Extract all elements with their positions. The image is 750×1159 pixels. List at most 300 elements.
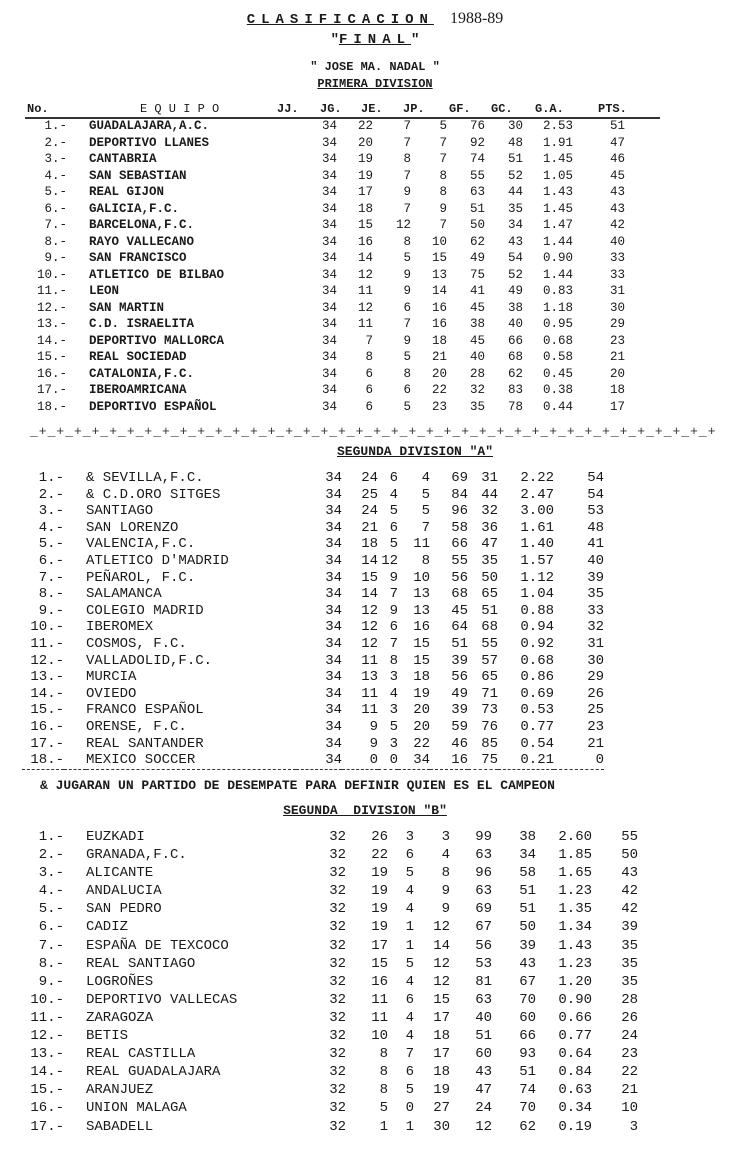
spacer [64, 991, 86, 1009]
section-separator: _+_+_+_+_+_+_+_+_+_+_+_+_+_+_+_+_+_+_+_+_+_+_+_+_+_+_+_+_+_+_+_+_+_+_+_+_+_+_+ [30, 424, 717, 439]
stat-jg: 16 [357, 234, 373, 249]
stat-ga: 0.54 [520, 735, 554, 752]
team-name: ANDALUCIA [86, 883, 162, 900]
team-name: BETIS [86, 1028, 129, 1045]
team-name: IBEROMEX [86, 619, 154, 636]
spacer [64, 736, 86, 753]
stat-je: 4 [389, 685, 398, 702]
team-name: LOGROÑES [86, 973, 154, 990]
position: 5.- [44, 185, 67, 199]
stat-pts: 17 [609, 399, 625, 414]
stat-gc: 54 [507, 251, 523, 265]
stat-gf: 12 [475, 1118, 492, 1135]
team-name: SAN PEDRO [86, 901, 162, 918]
stat-jg: 22 [371, 847, 388, 864]
position: 4.- [44, 168, 67, 183]
stat-jj: 32 [329, 973, 346, 990]
stat-jj: 34 [325, 503, 342, 520]
position: 15.- [30, 702, 64, 719]
stat-gf: 40 [475, 1009, 492, 1026]
primera-division-title: PRIMERA DIVISION [317, 77, 433, 91]
position: 14.- [36, 333, 67, 348]
stat-pts: 23 [621, 1046, 638, 1063]
stat-jj: 34 [325, 536, 342, 553]
position: 10.- [30, 991, 64, 1008]
spacer [64, 973, 86, 991]
spacer [67, 349, 89, 366]
stat-jg: 22 [357, 119, 373, 133]
position: 6.- [38, 552, 64, 569]
stat-jg: 7 [365, 333, 373, 348]
stat-jg: 9 [369, 718, 378, 735]
stat-jp: 12 [433, 919, 450, 936]
stat-jp: 9 [441, 901, 450, 918]
stat-jj: 32 [329, 1100, 346, 1117]
stat-gc: 36 [481, 519, 498, 536]
stat-gc: 51 [481, 602, 498, 619]
stat-ga: 2.22 [520, 470, 554, 486]
table-row [25, 349, 625, 366]
stat-gc: 68 [481, 619, 498, 636]
spacer [67, 151, 89, 168]
stat-jj: 34 [321, 267, 337, 282]
position: 17.- [30, 1118, 64, 1135]
stat-ga: 0.95 [542, 317, 573, 331]
position: 9.- [38, 602, 64, 619]
stat-je: 7 [403, 119, 411, 133]
stat-pts: 23 [587, 718, 604, 735]
stat-jp: 8 [421, 552, 430, 569]
spacer [67, 366, 89, 383]
stat-ga: 1.05 [542, 168, 573, 183]
spacer [64, 586, 86, 603]
position: 3.- [38, 503, 64, 520]
table-row [22, 882, 638, 900]
stat-jj: 32 [329, 1046, 346, 1063]
stat-jj: 34 [325, 569, 342, 586]
stat-ga: 1.45 [542, 201, 573, 216]
stat-gf: 47 [475, 1082, 492, 1099]
stat-je: 5 [403, 350, 411, 364]
stat-ga: 0.58 [542, 350, 573, 364]
stat-pts: 54 [587, 470, 604, 486]
stat-pts: 40 [587, 552, 604, 569]
stat-gf: 99 [475, 829, 492, 845]
column-header-row [25, 101, 660, 119]
spacer [64, 955, 86, 973]
table-row [25, 382, 625, 399]
team-name: REAL SANTANDER [86, 735, 204, 752]
stat-jp: 30 [433, 1118, 450, 1135]
stat-gc: 62 [507, 366, 523, 381]
document-subtitle: "FINAL" [330, 32, 420, 48]
spacer [67, 217, 89, 234]
stat-ga: 1.40 [520, 536, 554, 553]
position: 5.- [38, 536, 64, 553]
table-row [22, 603, 604, 620]
spacer [67, 135, 89, 152]
table-row [25, 300, 625, 317]
position: 11.- [36, 284, 67, 298]
stat-gc: 31 [481, 470, 498, 486]
table-row [22, 864, 638, 882]
position: 16.- [36, 366, 67, 381]
stat-je: 12 [381, 552, 398, 569]
stat-jj: 32 [329, 919, 346, 936]
stat-jg: 25 [361, 486, 378, 503]
stat-ga: 2.60 [558, 829, 592, 845]
table-row [22, 973, 638, 991]
position: 7.- [38, 569, 64, 586]
table-row [22, 918, 638, 936]
col-pts: PTS. [598, 102, 627, 116]
position: 1.- [38, 470, 64, 486]
segunda-b-table [22, 828, 638, 1136]
stat-jg: 5 [379, 1100, 388, 1117]
stat-jj: 34 [321, 234, 337, 249]
stat-gc: 43 [507, 234, 523, 249]
stat-gf: 63 [475, 883, 492, 900]
stat-jg: 12 [357, 267, 373, 282]
stat-jp: 5 [421, 486, 430, 503]
team-name: MEXICO SOCCER [86, 752, 296, 769]
col-ga: G.A. [535, 102, 564, 116]
stat-jp: 7 [439, 152, 447, 166]
table-row [22, 702, 604, 719]
stat-ga: 0.92 [520, 635, 554, 652]
stat-gc: 66 [519, 1028, 536, 1045]
spacer [64, 520, 86, 537]
stat-jg: 8 [379, 1082, 388, 1099]
position: 10.- [30, 619, 64, 636]
stat-je: 9 [403, 267, 411, 282]
spacer [64, 702, 86, 719]
position: 7.- [38, 937, 64, 954]
stat-jj: 34 [325, 652, 342, 669]
stat-pts: 18 [609, 383, 625, 397]
stat-jp: 5 [439, 119, 447, 133]
stat-gf: 81 [475, 973, 492, 990]
table-row [25, 250, 625, 267]
position: 2.- [44, 135, 67, 150]
stat-jg: 11 [361, 685, 378, 702]
team-name: REAL CASTILLA [86, 1046, 196, 1063]
stat-jp: 17 [433, 1046, 450, 1063]
stat-gc: 57 [481, 652, 498, 669]
spacer [64, 603, 86, 620]
stat-pts: 43 [609, 201, 625, 216]
team-name: VALENCIA,F.C. [86, 536, 196, 553]
stat-ga: 0.94 [520, 619, 554, 636]
stat-jg: 18 [361, 536, 378, 553]
spacer [64, 1081, 86, 1099]
table-row [22, 553, 604, 570]
table-row [22, 636, 604, 653]
stat-jp: 14 [431, 284, 447, 298]
stat-je: 5 [405, 865, 414, 882]
stat-ga: 0.64 [558, 1046, 592, 1063]
stat-jj: 32 [329, 991, 346, 1008]
stat-jg: 1 [379, 1118, 388, 1135]
stat-ga: 1.91 [542, 135, 573, 150]
stat-ga: 0.68 [542, 333, 573, 348]
stat-ga: 0.63 [558, 1082, 592, 1099]
stat-je: 7 [403, 317, 411, 331]
stat-gf: 16 [430, 752, 468, 769]
stat-jj: 34 [321, 152, 337, 166]
stat-jp: 21 [431, 350, 447, 364]
subtitle-text: FINAL [338, 32, 411, 48]
stat-pts: 31 [609, 284, 625, 298]
team-name: ORENSE, F.C. [86, 718, 187, 735]
stat-jj: 34 [325, 552, 342, 569]
stat-jg: 6 [365, 399, 373, 414]
team-name: CATALONIA,F.C. [89, 366, 195, 381]
stat-je: 7 [389, 586, 398, 603]
stat-gf: 49 [469, 251, 485, 265]
stat-gc: 65 [481, 586, 498, 603]
table-row [22, 520, 604, 537]
stat-gc: 47 [481, 536, 498, 553]
spacer [64, 619, 86, 636]
stat-jg: 15 [357, 218, 373, 232]
stat-jp: 7 [439, 135, 447, 150]
stat-je: 6 [389, 470, 398, 486]
stat-gc: 51 [519, 901, 536, 918]
team-name: SAN MARTIN [89, 300, 165, 315]
table-row [22, 536, 604, 553]
stat-gc: 51 [519, 1064, 536, 1081]
stat-jp: 9 [439, 201, 447, 216]
stat-jg: 18 [357, 201, 373, 216]
title-text: CLASIFICACION [246, 12, 434, 28]
position: 9.- [38, 973, 64, 990]
stat-jj: 34 [325, 685, 342, 702]
spacer [67, 234, 89, 251]
stat-jj: 34 [325, 718, 342, 735]
stat-gc: 35 [481, 552, 498, 569]
team-name: COLEGIO MADRID [86, 602, 204, 619]
stat-ga: 0.44 [542, 399, 573, 414]
stat-gc: 55 [481, 635, 498, 652]
stat-gf: 24 [475, 1100, 492, 1117]
stat-je: 6 [405, 847, 414, 864]
stat-gc: 38 [507, 300, 523, 315]
stat-gc: 40 [507, 317, 523, 331]
stat-ga: 0.69 [520, 685, 554, 702]
team-name: & C.D.ORO SITGES [86, 486, 221, 503]
spacer [67, 118, 89, 135]
stat-jj: 34 [325, 519, 342, 536]
stat-ga: 1.34 [558, 919, 592, 936]
stat-ga: 0.21 [498, 752, 554, 769]
stat-ga: 0.45 [542, 366, 573, 381]
team-name: C.D. ISRAELITA [89, 317, 195, 331]
stat-pts: 31 [587, 635, 604, 652]
stat-jp: 17 [433, 1009, 450, 1026]
position: 11.- [30, 1009, 64, 1026]
stat-gf: 62 [469, 234, 485, 249]
table-row [25, 168, 625, 185]
stat-je: 4 [405, 883, 414, 900]
stat-je: 1 [405, 919, 414, 936]
stat-jp: 20 [413, 718, 430, 735]
stat-pts: 35 [621, 955, 638, 972]
spacer [64, 669, 86, 686]
stat-jj: 34 [325, 486, 342, 503]
stat-pts: 51 [609, 119, 625, 133]
stat-jg: 19 [371, 901, 388, 918]
stat-jg: 0 [342, 752, 378, 769]
stat-je: 5 [405, 955, 414, 972]
stat-gc: 38 [519, 829, 536, 845]
stat-jp: 10 [431, 234, 447, 249]
spacer [64, 882, 86, 900]
table-row [22, 828, 638, 846]
stat-jg: 26 [371, 829, 388, 845]
stat-ga: 0.83 [542, 284, 573, 298]
stat-gc: 50 [481, 569, 498, 586]
stat-jj: 34 [321, 383, 337, 397]
stat-je: 9 [389, 602, 398, 619]
table-row [22, 900, 638, 918]
stat-gf: 45 [451, 602, 468, 619]
spacer [64, 719, 86, 736]
col-jp: JP. [403, 102, 425, 116]
stat-jp: 9 [441, 883, 450, 900]
team-name: OVIEDO [86, 685, 137, 702]
col-jg: JG. [320, 102, 342, 116]
position: 14.- [30, 1064, 64, 1081]
table-row [22, 1081, 638, 1099]
stat-jg: 21 [361, 519, 378, 536]
stat-jg: 12 [361, 619, 378, 636]
stat-je: 5 [389, 536, 398, 553]
stat-pts: 33 [587, 602, 604, 619]
stat-je: 6 [405, 991, 414, 1008]
stat-ga: 1.61 [520, 519, 554, 536]
stat-jg: 19 [371, 883, 388, 900]
stat-gf: 67 [475, 919, 492, 936]
stat-jp: 4 [421, 470, 430, 486]
team-name: FRANCO ESPAÑOL [86, 702, 204, 719]
stat-ga: 0.90 [558, 991, 592, 1008]
stat-gc: 71 [481, 685, 498, 702]
stat-jj: 32 [329, 865, 346, 882]
stat-gf: 58 [451, 519, 468, 536]
position: 3.- [44, 152, 67, 166]
position: 4.- [38, 519, 64, 536]
stat-ga: 1.44 [542, 267, 573, 282]
position: 13.- [30, 669, 64, 686]
stat-jp: 11 [413, 536, 430, 553]
spacer [64, 918, 86, 936]
table-row [25, 184, 625, 201]
table-row [22, 1045, 638, 1063]
stat-ga: 1.23 [558, 955, 592, 972]
stat-pts: 23 [609, 333, 625, 348]
stat-gc: 49 [507, 284, 523, 298]
stat-jg: 11 [357, 317, 373, 331]
stat-ga: 1.04 [520, 586, 554, 603]
table-row [22, 752, 604, 769]
team-name: DEPORTIVO MALLORCA [89, 333, 225, 348]
stat-pts: 43 [621, 865, 638, 882]
team-name: MURCIA [86, 669, 137, 686]
stat-jg: 6 [365, 366, 373, 381]
team-name: SANTIAGO [86, 503, 154, 520]
stat-jj: 32 [329, 955, 346, 972]
stat-pts: 29 [587, 669, 604, 686]
stat-gc: 83 [507, 383, 523, 397]
stat-gc: 65 [481, 669, 498, 686]
position: 1.- [44, 119, 67, 133]
stat-jg: 12 [361, 602, 378, 619]
stat-gf: 32 [469, 383, 485, 397]
table-row [25, 151, 625, 168]
stat-jj: 34 [325, 619, 342, 636]
stat-jg: 13 [361, 669, 378, 686]
stat-jp: 10 [413, 569, 430, 586]
stat-jg: 15 [361, 569, 378, 586]
stat-je: 9 [403, 284, 411, 298]
stat-jg: 8 [379, 1064, 388, 1081]
stat-jg: 14 [361, 586, 378, 603]
spacer [67, 283, 89, 300]
stat-jg: 10 [371, 1028, 388, 1045]
spacer [64, 828, 86, 846]
stat-gf: 45 [469, 300, 485, 315]
team-name: DEPORTIVO VALLECAS [86, 991, 238, 1008]
position: 8.- [38, 586, 64, 603]
stat-gf: 56 [475, 937, 492, 954]
team-name: IBEROAMRICANA [89, 383, 187, 397]
stat-je: 7 [403, 168, 411, 183]
stat-gf: 28 [469, 366, 485, 381]
position: 12.- [30, 1028, 64, 1045]
stat-jj: 34 [321, 168, 337, 183]
stat-je: 6 [405, 1064, 414, 1081]
position: 1.- [38, 829, 64, 845]
stat-jp: 13 [431, 267, 447, 282]
team-name: SAN SEBASTIAN [89, 168, 187, 183]
position: 7.- [44, 218, 67, 232]
spacer [64, 653, 86, 670]
spacer [64, 503, 86, 520]
stat-jp: 8 [439, 185, 447, 199]
stat-ga: 1.47 [542, 218, 573, 232]
stat-gf: 76 [469, 119, 485, 133]
season-year: 1988-89 [449, 10, 504, 27]
stat-pts: 42 [621, 883, 638, 900]
stat-pts: 47 [609, 135, 625, 150]
stat-gc: 70 [519, 991, 536, 1008]
stat-ga: 1.18 [542, 300, 573, 315]
table-row [25, 366, 625, 383]
stat-je: 12 [395, 218, 411, 232]
stat-jj: 32 [329, 1118, 346, 1135]
stat-je: 7 [403, 201, 411, 216]
stat-je: 9 [403, 333, 411, 348]
stat-jg: 15 [371, 955, 388, 972]
table-row [22, 955, 638, 973]
spacer [64, 487, 86, 504]
stat-pts: 24 [621, 1028, 638, 1045]
stat-je: 1 [405, 1118, 414, 1135]
team-name: SAN FRANCISCO [89, 251, 187, 265]
team-name: COSMOS, F.C. [86, 635, 187, 652]
position: 11.- [30, 635, 64, 652]
